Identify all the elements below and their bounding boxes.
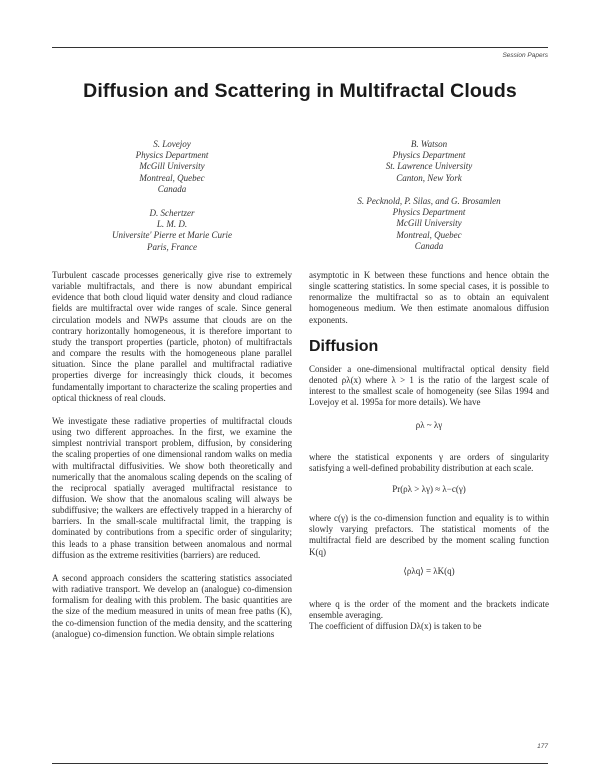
body-paragraph: The coefficient of diffusion Dλ(x) is taken to be [309, 621, 482, 632]
section-label: Session Papers [502, 52, 548, 59]
author-name: S. Pecknold, P. Silas, and G. Brosamlen [357, 196, 501, 206]
body-paragraph: where c(γ) is the co-dimension function and equality is to within slowly varying prefactors. The statistical moments of the multifractal field are described by the moment scaling function K(q) [309, 513, 549, 557]
author-block-watson [309, 139, 549, 184]
author-affiliation: McGill University [139, 161, 205, 172]
top-rule [52, 47, 548, 48]
author-block-pecknold [309, 196, 549, 252]
section-heading-diffusion: Diffusion [309, 337, 379, 355]
equation-density: ρλ ~ λγ [415, 420, 443, 431]
abstract-paragraph: We investigate these radiative properties of multifractal clouds using two different approaches. In the first, we examine the simplest nontrivial transport problem, diffusion, by considering the scaling properties of one dimensional random walks on media with multifractal diffusivities. We show both theoretically and numerically that the anomalous scaling depends on the scaling of the reciprocal spatially averaged multifractal resistance to diffusion. We show that the anomalous scaling will always be subdiffusive; the walkers are effectively trapped in a hierarchy of barriers. In the small-scale multifractal limit, the trapping is dominated by contributions from a specific order of singularity; this leads to a phase transition between anomalous and normal diffusion as the extreme resitivities (barriers) are reduced. [52, 415, 292, 560]
author-affiliation: Universite' Pierre et Marie Curie [111, 230, 233, 241]
page-number: 177 [537, 743, 548, 750]
author-affiliation: Canton, New York [396, 172, 462, 183]
body-paragraph: Consider a one-dimensional multifractal optical density field denoted ρλ(x) where λ > 1 is the ratio of the largest scale of interest to the smallest scale of homogeneity (see Silas 1994 and Lovejoy et al. 1995a for more details). We have [309, 363, 549, 408]
author-block-lovejoy [52, 139, 292, 195]
bottom-rule [52, 763, 548, 764]
author-affiliation: Canada [414, 240, 444, 251]
right-column [309, 270, 549, 632]
author-affiliation: Physics Department [392, 207, 466, 218]
author-name: S. Lovejoy [153, 139, 191, 149]
author-block-schertzer [52, 208, 292, 253]
author-affiliation: St. Lawrence University [385, 161, 473, 172]
author-name: B. Watson [410, 139, 448, 149]
author-name: D. Schertzer [149, 208, 195, 218]
equation-probability: Pr(ρλ > λγ) ≈ λ−c(γ) [392, 483, 466, 494]
body-paragraph: where the statistical exponents γ are orders of singularity satisfying a well-defined probability distribution at each scale. [309, 451, 549, 473]
body-paragraph: where q is the order of the moment and the brackets indicate ensemble averaging. [309, 598, 549, 620]
author-affiliation: Physics Department [135, 150, 209, 161]
body-paragraph: asymptotic in K between these functions and hence obtain the single scattering statistics. In some special cases, it is possible to renormalize the multifractal so as to obtain an equivalent homogeneous medium. We then estimate anomalous diffusion exponents. [309, 270, 549, 325]
left-column [52, 270, 292, 640]
author-affiliation: Montreal, Quebec [139, 172, 205, 183]
abstract-paragraph: A second approach considers the scattering statistics associated with radiative transport. We develop an (analogue) co-dimension formalism for dealing with this problem. The basic quantities are the size of the medium measured in units of mean free paths (K), the co-dimension function of the media density, and the scattering (analogue) co-dimension function. We obtain simple relations [52, 572, 292, 639]
author-affiliation: McGill University [396, 218, 462, 229]
author-affiliation: Canada [157, 183, 187, 194]
abstract-paragraph: Turbulent cascade processes generically give rise to extremely variable multifractals, and there is now abundant empirical evidence that both cloud liquid water density and cloud radiance fields are multifractal over wide ranges of scale. Since general circulation models and NWPs assume that clouds are on the contrary horizontally homogeneous, it is therefore important to study the transport properties (particle, photon) of multifractals and compare the results with the homogeneous plane parallel situation. Since the plane parallel and multifractal radiative properties diverge for increasingly thick clouds, it becomes fundamentally important to characterize the scaling properties and optical thickness of real clouds. [52, 270, 292, 403]
author-affiliation: L. M. D. [156, 219, 188, 230]
author-affiliation: Paris, France [147, 241, 197, 252]
paper-title: Diffusion and Scattering in Multifractal Clouds [83, 80, 517, 102]
author-affiliation: Physics Department [392, 150, 466, 161]
equation-moments: ⟨ρλq⟩ = λK(q) [403, 565, 455, 576]
author-affiliation: Montreal, Quebec [396, 229, 462, 240]
